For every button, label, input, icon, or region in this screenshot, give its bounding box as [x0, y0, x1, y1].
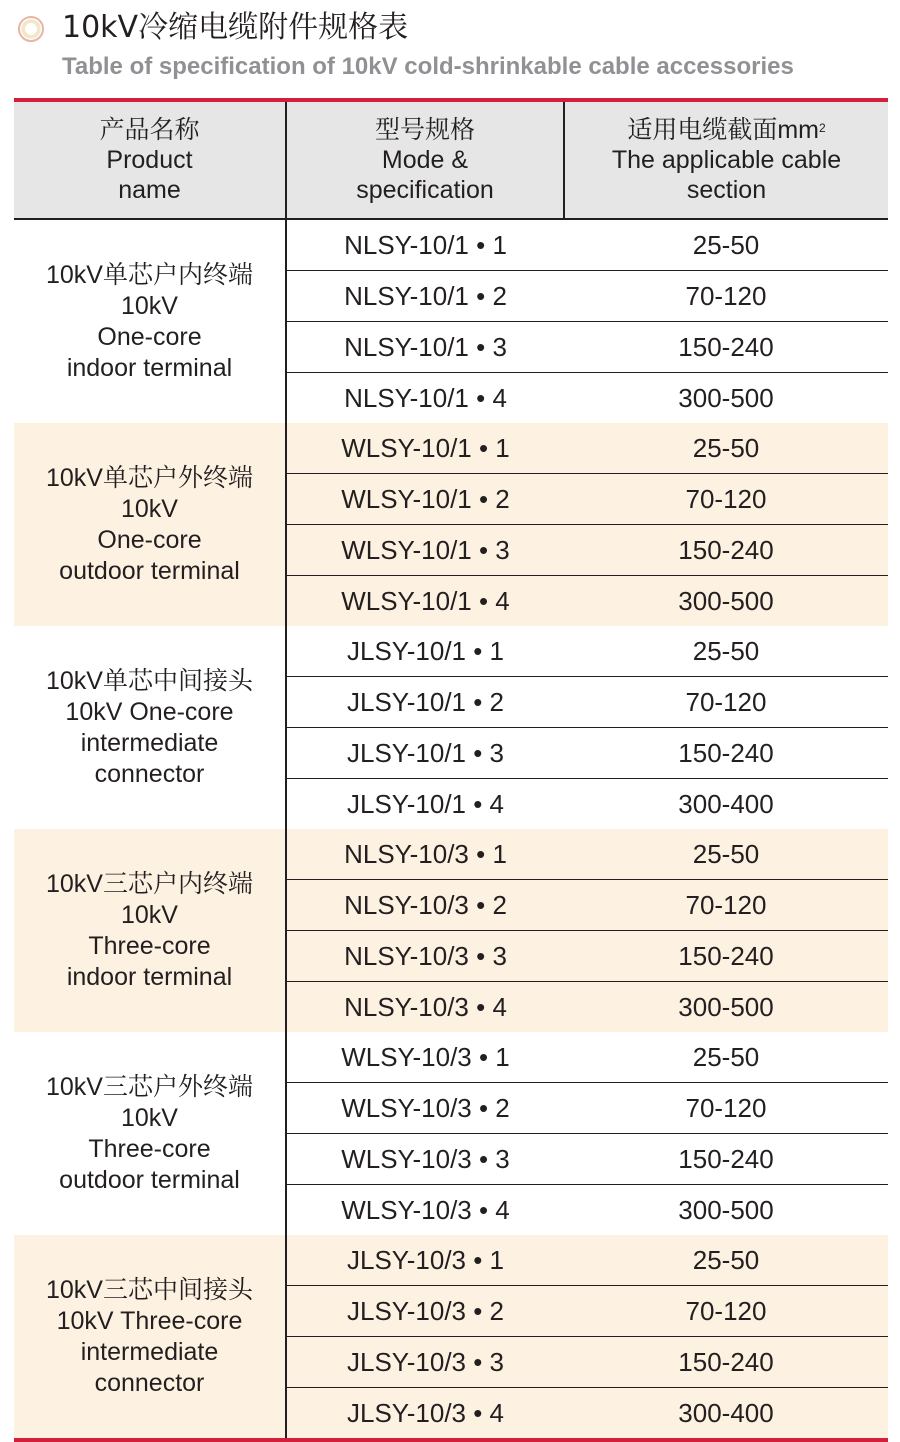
product-name-line: 10kV One-core [65, 697, 234, 726]
section-cell: 300-400 [564, 1388, 888, 1439]
product-name-cell [14, 1032, 286, 1235]
section-cell: 25-50 [692, 1042, 760, 1072]
header-line-text: 适用电缆截面mm [627, 116, 819, 144]
model-cell: WLSY-10/1 • 4 [286, 576, 564, 627]
header-line: The applicable cable [611, 146, 842, 174]
section-cell: 300-500 [564, 576, 888, 627]
model-cell: JLSY-10/3 • 2 [286, 1286, 564, 1337]
product-name-line: 10kV三芯户外终端 [46, 1072, 253, 1101]
header-line: specification [356, 176, 494, 204]
section-cell: 300-500 [564, 982, 888, 1033]
product-name-line: 10kV单芯户内终端 [46, 260, 253, 289]
bottom-rule [14, 1438, 888, 1442]
model-cell: NLSY-10/1 • 1 [286, 219, 564, 271]
section-cell: 300-400 [564, 779, 888, 830]
table-row [14, 626, 888, 677]
model-cell: NLSY-10/3 • 3 [286, 931, 564, 982]
model-cell: NLSY-10/3 • 4 [286, 982, 564, 1033]
model-cell: NLSY-10/3 • 1 [286, 829, 564, 880]
column-header-cable-section [564, 102, 888, 219]
model-cell: WLSY-10/1 • 1 [286, 423, 564, 474]
header-line: 产品名称 [99, 116, 200, 144]
header-line [565, 115, 888, 145]
section-cell: 150-240 [564, 525, 888, 576]
product-name-line: 10kV三芯户内终端 [46, 869, 253, 898]
section-cell: 70-120 [564, 1286, 888, 1337]
table-header [14, 102, 888, 219]
model-cell: NLSY-10/1 • 4 [286, 373, 564, 424]
product-name-line: intermediate [80, 1337, 219, 1366]
product-name-cell [14, 626, 286, 829]
section-cell: 150-240 [564, 322, 888, 373]
product-name-line: 10kV单芯中间接头 [46, 666, 253, 695]
product-name-line: connector [94, 1368, 205, 1397]
model-cell: WLSY-10/1 • 3 [286, 525, 564, 576]
section-cell: 150-240 [564, 1337, 888, 1388]
header-line: Mode & [381, 146, 469, 174]
section-cell: 70-120 [564, 677, 888, 728]
product-name-line: indoor terminal [66, 353, 233, 382]
model-cell: JLSY-10/1 • 4 [286, 779, 564, 830]
header-line: Product [106, 146, 193, 174]
spec-table [14, 102, 888, 1438]
product-name-line: 10kV Three-core [56, 1306, 243, 1335]
product-name-line: 10kV [121, 900, 178, 929]
section-cell: 25-50 [564, 829, 888, 880]
model-cell: NLSY-10/1 • 3 [286, 322, 564, 373]
page-title: 10kV冷缩电缆附件规格表 [62, 10, 409, 45]
section-cell: 25-50 [692, 230, 760, 260]
section-cell: 300-500 [564, 373, 888, 424]
model-cell: WLSY-10/3 • 4 [286, 1185, 564, 1236]
product-name-line: 10kV单芯户外终端 [46, 463, 253, 492]
title-row [18, 8, 888, 48]
model-cell: WLSY-10/3 • 2 [286, 1083, 564, 1134]
section-cell: 300-500 [564, 1185, 888, 1236]
circle-bullet-icon [18, 16, 44, 42]
product-name-line: outdoor terminal [59, 1165, 240, 1194]
column-header-model-spec [286, 102, 564, 219]
product-name-line: connector [94, 759, 205, 788]
model-cell: NLSY-10/1 • 2 [286, 271, 564, 322]
section-cell: 70-120 [564, 474, 888, 525]
product-name-cell [14, 1235, 286, 1438]
product-name-line: 10kV三芯中间接头 [46, 1275, 253, 1304]
product-name-line: outdoor terminal [59, 556, 240, 585]
product-name-line: One-core [97, 322, 202, 351]
product-name-line: indoor terminal [66, 962, 233, 991]
product-group [14, 829, 888, 1032]
header-line: 型号规格 [374, 116, 475, 144]
section-cell: 70-120 [564, 271, 888, 322]
section-cell: 70-120 [564, 1083, 888, 1134]
product-group [14, 219, 888, 423]
model-cell: JLSY-10/1 • 2 [286, 677, 564, 728]
table-row [14, 1235, 888, 1286]
model-cell: JLSY-10/1 • 3 [286, 728, 564, 779]
section-cell: 25-50 [564, 1235, 888, 1286]
model-cell: JLSY-10/3 • 3 [286, 1337, 564, 1388]
product-name-cell [14, 423, 286, 626]
model-cell: JLSY-10/3 • 1 [286, 1235, 564, 1286]
section-cell: 150-240 [564, 1134, 888, 1185]
product-name-cell [14, 219, 286, 423]
page-subtitle: Table of specification of 10kV cold-shrinkable cable accessories [62, 53, 794, 80]
product-group [14, 1032, 888, 1235]
product-name-line: One-core [97, 525, 202, 554]
product-name-line: 10kV [121, 1103, 178, 1132]
product-group [14, 423, 888, 626]
table-row [14, 423, 888, 474]
header-line: section [686, 176, 767, 204]
model-cell: JLSY-10/1 • 1 [286, 626, 564, 677]
product-group [14, 626, 888, 829]
product-name-line: 10kV [121, 494, 178, 523]
model-cell: WLSY-10/3 • 3 [286, 1134, 564, 1185]
product-name-line: 10kV [121, 291, 178, 320]
table-row [14, 829, 888, 880]
product-name-line: Three-core [88, 1134, 211, 1163]
product-group [14, 1235, 888, 1438]
model-cell: JLSY-10/3 • 4 [286, 1388, 564, 1439]
model-cell: WLSY-10/3 • 1 [286, 1032, 564, 1083]
product-name-line: intermediate [80, 728, 219, 757]
model-cell: NLSY-10/3 • 2 [286, 880, 564, 931]
column-header-product-name [14, 102, 286, 219]
section-cell: 25-50 [564, 423, 888, 474]
section-cell: 150-240 [564, 931, 888, 982]
section-cell: 25-50 [692, 636, 760, 666]
table-row [14, 219, 888, 271]
squared-superscript: 2 [818, 121, 826, 135]
section-cell: 70-120 [564, 880, 888, 931]
header-line: name [118, 176, 181, 204]
table-row [14, 1032, 888, 1083]
model-cell: WLSY-10/1 • 2 [286, 474, 564, 525]
product-name-line: Three-core [88, 931, 211, 960]
product-name-cell [14, 829, 286, 1032]
section-cell: 150-240 [564, 728, 888, 779]
